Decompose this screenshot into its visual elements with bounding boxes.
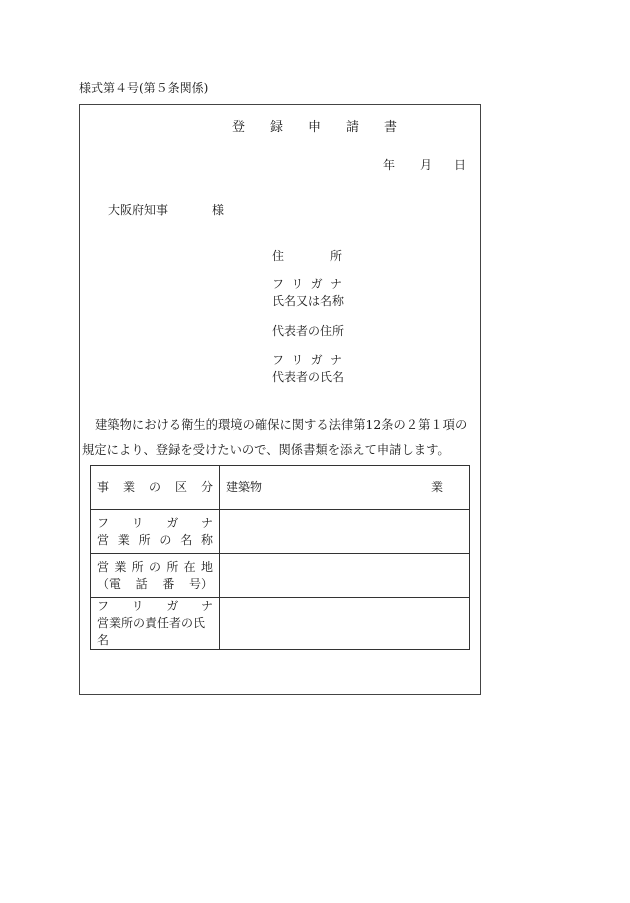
table-row	[91, 466, 470, 510]
table-row	[91, 598, 470, 650]
business-category-label: 事 業 の 区 分	[91, 466, 220, 510]
applicant-furigana-label: フ リ ガ ナ	[272, 277, 342, 291]
form-title	[0, 121, 630, 134]
addressee-name: 大阪府知事	[108, 203, 169, 217]
office-manager-label: フ リ ガ ナ 営業所の責任者の氏名	[91, 598, 220, 650]
title-char: 書	[384, 120, 399, 135]
title-char: 録	[269, 120, 284, 135]
date-year: 年	[383, 158, 396, 172]
title-char: 申	[307, 120, 322, 135]
title-char: 登	[231, 120, 246, 135]
representative-address-label: 代表者の住所	[272, 324, 345, 338]
representative-name-label: 代表者の氏名	[272, 370, 345, 384]
business-category-value[interactable]	[220, 466, 470, 510]
addressee-honorific: 様	[212, 203, 225, 217]
office-address-field[interactable]	[220, 554, 470, 598]
date-day: 日	[454, 158, 467, 172]
office-name-field[interactable]	[220, 510, 470, 554]
application-statement: 建築物における衛生的環境の確保に関する法律第12条の２第１項の規定により、登録を受けたいので、関係書類を添えて申請します。	[82, 418, 468, 457]
title-char: 請	[346, 120, 361, 135]
table-row	[91, 554, 470, 598]
applicant-name-label: 氏名又は名称	[272, 294, 345, 308]
application-details-table	[90, 465, 470, 650]
representative-furigana-label: フ リ ガ ナ	[272, 353, 342, 367]
applicant-address-label: 住 所	[272, 249, 342, 263]
business-category-suffix: 業	[430, 480, 443, 494]
date-month: 月	[420, 158, 433, 172]
office-manager-field[interactable]	[220, 598, 470, 650]
form-number: 様式第４号(第５条関係)	[79, 81, 209, 95]
business-category-prefix: 建築物	[226, 480, 263, 494]
office-address-label: 営 業 所 の 所 在 地 （電 話 番 号）	[91, 554, 220, 598]
table-row	[91, 510, 470, 554]
office-name-label: フ リ ガ ナ 営 業 所 の 名 称	[91, 510, 220, 554]
